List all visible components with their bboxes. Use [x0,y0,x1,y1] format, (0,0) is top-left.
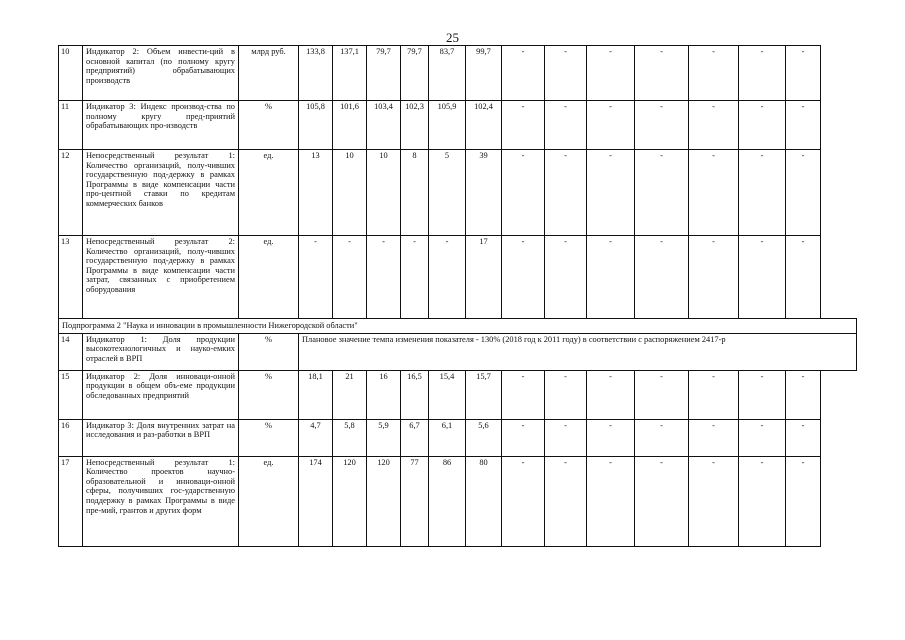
value-cell: - [739,236,786,319]
indicator-name: Индикатор 2: Объем инвести-ций в основной капитал (по полному кругу предприятий) обрабатывающих производств [83,46,239,101]
planned-value-note: Плановое значение темпа изменения показателя - 130% (2018 год к 2011 году) в соответствии с распоряжением 2417-р [299,333,857,370]
unit-cell: % [239,101,299,150]
value-cell: - [587,370,635,419]
value-cell: - [635,456,689,546]
value-cell: 5,9 [367,419,401,456]
value-cell: 174 [299,456,333,546]
value-cell: - [545,101,587,150]
value-cell: - [739,150,786,236]
value-cell: - [587,101,635,150]
indicator-name: Непосредственный результат 2: Количество организаций, полу-чивших государственную под-держку в рамках Программы в виде компенсации части затрат, связанных с приобретением оборудования [83,236,239,319]
value-cell: - [739,101,786,150]
value-cell: - [689,456,739,546]
table-row [59,236,857,319]
unit-cell: % [239,419,299,456]
value-cell: - [635,236,689,319]
unit-cell: ед. [239,150,299,236]
table-row [59,101,857,150]
value-cell: 6,7 [401,419,429,456]
value-cell: - [786,101,821,150]
value-cell: - [502,150,545,236]
table-row [59,333,857,370]
value-cell: - [333,236,367,319]
value-cell: - [545,236,587,319]
indicator-name: Индикатор 2: Доля инноваци-онной продукции в общем объ-еме продукции обследованных предприятий [83,370,239,419]
indicator-name: Индикатор 3: Индекс производ-ства по полному кругу пред-приятий обрабатывающих про-изводств [83,101,239,150]
value-cell: - [545,150,587,236]
value-cell: 77 [401,456,429,546]
value-cell: - [635,419,689,456]
indicator-name: Непосредственный результат 1: Количество проектов научно-образовательной и инноваци-онной сферы, получивших гос-ударственную поддержку в рамках Программы в виде пре-мий, грантов и других форм [83,456,239,546]
value-cell: 137,1 [333,46,367,101]
value-cell: - [689,46,739,101]
value-cell: - [367,236,401,319]
value-cell: 8 [401,150,429,236]
value-cell: 102,3 [401,101,429,150]
value-cell: - [739,46,786,101]
unit-cell: % [239,370,299,419]
value-cell: 21 [333,370,367,419]
value-cell: - [587,419,635,456]
table-row [59,150,857,236]
value-cell: - [635,150,689,236]
value-cell: 102,4 [466,101,502,150]
value-cell: - [299,236,333,319]
value-cell: - [689,370,739,419]
value-cell: - [587,236,635,319]
row-number: 10 [59,46,83,101]
value-cell: - [635,101,689,150]
value-cell: 5,8 [333,419,367,456]
value-cell: - [502,419,545,456]
value-cell: - [786,370,821,419]
value-cell: 15,4 [429,370,466,419]
value-cell: 15,7 [466,370,502,419]
value-cell: - [545,46,587,101]
value-cell: 5,6 [466,419,502,456]
subprogram-row [59,319,857,334]
value-cell: - [739,370,786,419]
table-body [59,46,857,547]
value-cell: - [739,419,786,456]
value-cell: 6,1 [429,419,466,456]
value-cell: - [635,46,689,101]
unit-cell: млрд руб. [239,46,299,101]
value-cell: 5 [429,150,466,236]
value-cell: - [689,236,739,319]
value-cell: 13 [299,150,333,236]
value-cell: - [786,46,821,101]
value-cell: - [786,236,821,319]
unit-cell: ед. [239,456,299,546]
value-cell: - [545,456,587,546]
value-cell: - [502,456,545,546]
unit-cell: ед. [239,236,299,319]
value-cell: - [429,236,466,319]
value-cell: 39 [466,150,502,236]
value-cell: 10 [333,150,367,236]
value-cell: 16,5 [401,370,429,419]
value-cell: 133,8 [299,46,333,101]
row-number: 17 [59,456,83,546]
indicator-name: Индикатор 1: Доля продукции высокотехнологичных и науко-емких отраслей в ВРП [83,333,239,370]
value-cell: 120 [367,456,401,546]
value-cell: - [502,370,545,419]
value-cell: - [786,419,821,456]
value-cell: - [689,101,739,150]
indicators-table [58,45,857,547]
value-cell: 80 [466,456,502,546]
value-cell: 10 [367,150,401,236]
value-cell: 4,7 [299,419,333,456]
table-row [59,46,857,101]
row-number: 13 [59,236,83,319]
value-cell: 99,7 [466,46,502,101]
value-cell: 86 [429,456,466,546]
value-cell: 103,4 [367,101,401,150]
value-cell: - [786,456,821,546]
value-cell: - [635,370,689,419]
value-cell: - [739,456,786,546]
table-row [59,419,857,456]
value-cell: - [502,46,545,101]
value-cell: - [502,101,545,150]
value-cell: - [545,370,587,419]
value-cell: - [587,150,635,236]
row-number: 15 [59,370,83,419]
value-cell: 105,9 [429,101,466,150]
value-cell: - [545,419,587,456]
value-cell: 79,7 [401,46,429,101]
subprogram-title: Подпрограмма 2 "Наука и инновации в промышленности Нижегородской области" [59,319,857,334]
value-cell: - [689,419,739,456]
value-cell: 105,8 [299,101,333,150]
value-cell: - [587,46,635,101]
value-cell: - [502,236,545,319]
row-number: 14 [59,333,83,370]
table-row [59,370,857,419]
value-cell: 17 [466,236,502,319]
value-cell: - [401,236,429,319]
row-number: 12 [59,150,83,236]
value-cell: - [786,150,821,236]
row-number: 11 [59,101,83,150]
page-number: 25 [446,30,459,45]
table-row [59,456,857,546]
value-cell: 101,6 [333,101,367,150]
value-cell: - [689,150,739,236]
value-cell: - [587,456,635,546]
value-cell: 120 [333,456,367,546]
indicator-name: Непосредственный результат 1: Количество организаций, полу-чивших государственную под-держку в рамках Программы в виде компенсации части про-центной ставки по кредитам коммерческих банков [83,150,239,236]
unit-cell: % [239,333,299,370]
value-cell: 18,1 [299,370,333,419]
value-cell: 16 [367,370,401,419]
value-cell: 79,7 [367,46,401,101]
row-number: 16 [59,419,83,456]
indicator-name: Индикатор 3: Доля внутренних затрат на исследования и раз-работки в ВРП [83,419,239,456]
value-cell: 83,7 [429,46,466,101]
